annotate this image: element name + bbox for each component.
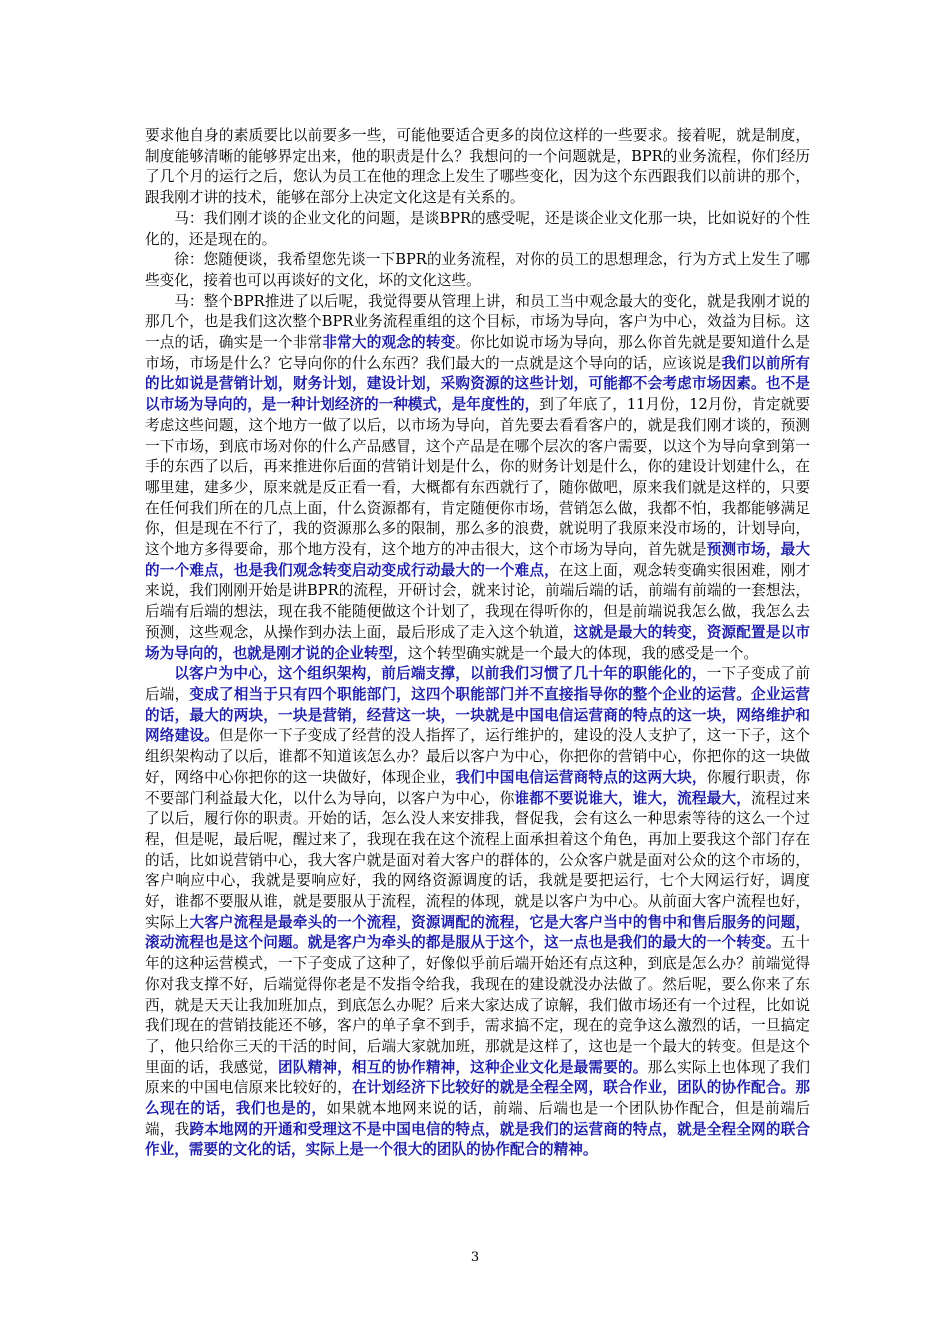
body-text: 。你比如说市场为导向，那么你首先就是要知道什么是市场，市场是什么？它导向你的什么东西？我们最大的一点就是这个导向的话，应该说是 [145, 334, 810, 372]
highlighted-text: 这就是最大的转变，资源配置是以市场为导向的，也就是刚才说的企业转型， [145, 623, 810, 662]
body-text: 流程过来了以后，履行你的职责。开始的话，怎么没人来安排我，督促我，会有这么一种思索等待的这么一个过程，但是呢，最后呢，醒过来了，我现在我在这个流程上面承担着这个角色，再加上要我这个部门存在的话，比如说营销中心，我大客户就是面对着大客户的群体的，公众客户就是面对公众的这个市场的，客户响应中心，我就是要响应好，我的网络资源调度的话，我就是要把运行，七个大网运行好，调度好，谁都不要服从谁，就是要服从于流程，流程的体现，就是以客户为中心。从前面大客户流程也好，实际上 [145, 789, 810, 931]
body-text: 在这上面，观念转变确实很困难，刚才来说，我们刚刚开始是讲BPR的流程，开研讨会，就来讨论，前端后端的话，前端有前端的一套想法，后端有后端的想法，现在我不能随便做这个计划了，我现在得听你的，但是前端说我怎么做，我怎么去预测，这些观念，从操作到办法上面，最后形成了走入这个轨道， [145, 561, 810, 641]
highlighted-text: 团队精神，相互的协作精神，这种企业文化是最需要的。 [278, 1058, 648, 1076]
highlighted-text: 谁都不要说谁大，谁大，流程最大， [514, 789, 752, 807]
body-text: 你履行职责，你不要部门利益最大化，以什么为导向，以客户为中心，你 [145, 768, 810, 807]
highlighted-text: 大客户流程是最牵头的一个流程，资源调配的流程，它是大客户当中的售中和售后服务的问题，滚动流程也是这个问题。就是客户为牵头的都是服从于这个，这一点也是我们的最大的一个转变。 [145, 913, 810, 952]
highlighted-text: 在计划经济下比较好的就是全程全网，联合作业，团队的协作配合。那么现在的话，我们也是的， [145, 1079, 810, 1118]
highlighted-text: 预测市场，最大的一个难点，也是我们观念转变启动变成行动最大的一个难点， [145, 541, 810, 579]
body-text: 马：我们刚才谈的企业文化的问题，是谈BPR的感受呢，还是谈企业文化那一块，比如说好的个性化的，还是现在的。 [145, 209, 810, 248]
page-number: 3 [470, 1250, 480, 1265]
highlighted-text: 以客户为中心，这个组织架构，前后端支撑，以前我们习惯了几十年的职能化的， [174, 665, 707, 683]
body-text: 一下子变成了前后端， [145, 665, 810, 703]
paragraph [145, 250, 810, 291]
highlighted-text: 跨本地网的开通和受理这不是中国电信的特点，就是我们的运营商的特点，就是全程全网的联合作业，需要的文化的话，实际上是一个很大的团队的协作配合的精神。 [145, 1120, 810, 1159]
paragraph [145, 209, 810, 250]
body-text: 到了年底了，11月份，12月份，肯定就要考虑这些问题，这个地方一做了以后，以市场为导向，首先要去看看客户的，就是我们刚才谈的，预测一下市场，到底市场对你的什么产品感冒，这个产品是在哪个层次的客户需要，以这个为导向拿到第一手的东西了以后，再来推进你后面的营销计划是什么，你的财务计划是什么，你的建设计划建什么，在哪里建，建多少，原来就是反正看一看，大概都有东西就行了，随你做吧，原来我们就是这样的，只要在任何我们所在的几点上面，什么资源都有，肯定随便你市场，营销怎么做，我都不怕，我都能够满足你，但是现在不行了，我的资源那么多的限制，那么多的浪费，就说明了我原来没市场的，计划导向，这个地方多得要命，那个地方没有，这个地方的冲击很大，这个市场为导向，首先就是 [145, 396, 810, 559]
highlighted-text: 非常大的观念的转变 [322, 334, 456, 352]
body-text: 那么实际上也体现了我们原来的中国电信原来比较好的， [145, 1058, 810, 1097]
paragraph [145, 664, 810, 1161]
body-text: 徐：您随便谈，我希望您先谈一下BPR的业务流程，对你的员工的思想理念，行为方式上发生了哪些变化，接着也可以再谈好的文化，坏的文化这些。 [145, 251, 810, 289]
body-text: 这个转型确实就是一个最大的体现，我的感受是一个。 [407, 644, 758, 662]
body-text: 要求他自身的素质要比以前要多一些，可能他要适合更多的岗位这样的一些要求。接着呢，就是制度，制度能够清晰的能够界定出来，他的职责是什么？我想问的一个问题就是，BPR的业务流程，你们经历了几个月的运行之后，您认为员工在他的理念上发生了哪些变化，因为这个东西跟我们以前讲的那个，跟我刚才讲的技术，能够在部分上决定文化这是有关系的。 [145, 127, 810, 207]
body-text: 马：整个BPR推进了以后呢，我觉得要从管理上讲，和员工当中观念最大的变化，就是我刚才说的那几个，也是我们这次整个BPR业务流程重组的这个目标，市场为导向，客户为中心，效益为目标。这一点的话，确实是一个非常 [145, 292, 810, 352]
paragraph [145, 126, 810, 209]
highlighted-text: 我们中国电信运营商特点的这两大块， [455, 768, 707, 786]
body-text: 但是你一下子变成了经营的没人指挥了，运行维护的，建设的没人支护了，这一下子，这个组织架构动了以后，谁都不知道该怎么办？最后以客户为中心，你把你的营销中心，你把你的这一块做好，网络中心你把你的这一块做好，体现企业， [145, 727, 810, 786]
paragraph [145, 292, 810, 665]
body-text: 五十年的这种运营模式，一下子变成了这种了，好像似乎前后端开始还有点这种，到底是怎么办？前端觉得你对我支撑不好，后端觉得你老是不发指令给我，我现在的建设就没办法做了。然后呢，要么你来了东西，就是天天让我加班加点，到底怎么办呢？后来大家达成了谅解，我们做市场还有一个过程，比如说我们现在的营销技能还不够，客户的单子拿不到手，需求搞不定，现在的竞争这么激烈的话，一旦搞定了，他只给你三天的干活的时间，后端大家就加班，那就是这样了，这也是一个最大的转变。但是这个里面的话，我感觉， [145, 934, 810, 1076]
highlighted-text: 我们以前所有的比如说是营销计划，财务计划，建设计划，采购资源的这些计划，可能都不会考虑市场因素。也不是以市场为导向的，是一种计划经济的一种模式，是年度性的， [145, 354, 810, 414]
highlighted-text: 变成了相当于只有四个职能部门，这四个职能部门并不直接指导你的整个企业的运营。企业运营的话，最大的两块，一块是营销，经营这一块，一块就是中国电信运营商的特点的这一块，网络维护和网络建设。 [145, 685, 810, 745]
body-text: 如果就本地网来说的话，前端、后端也是一个团队协作配合，但是前端后端，我 [145, 1100, 810, 1138]
document-body [145, 126, 810, 1161]
